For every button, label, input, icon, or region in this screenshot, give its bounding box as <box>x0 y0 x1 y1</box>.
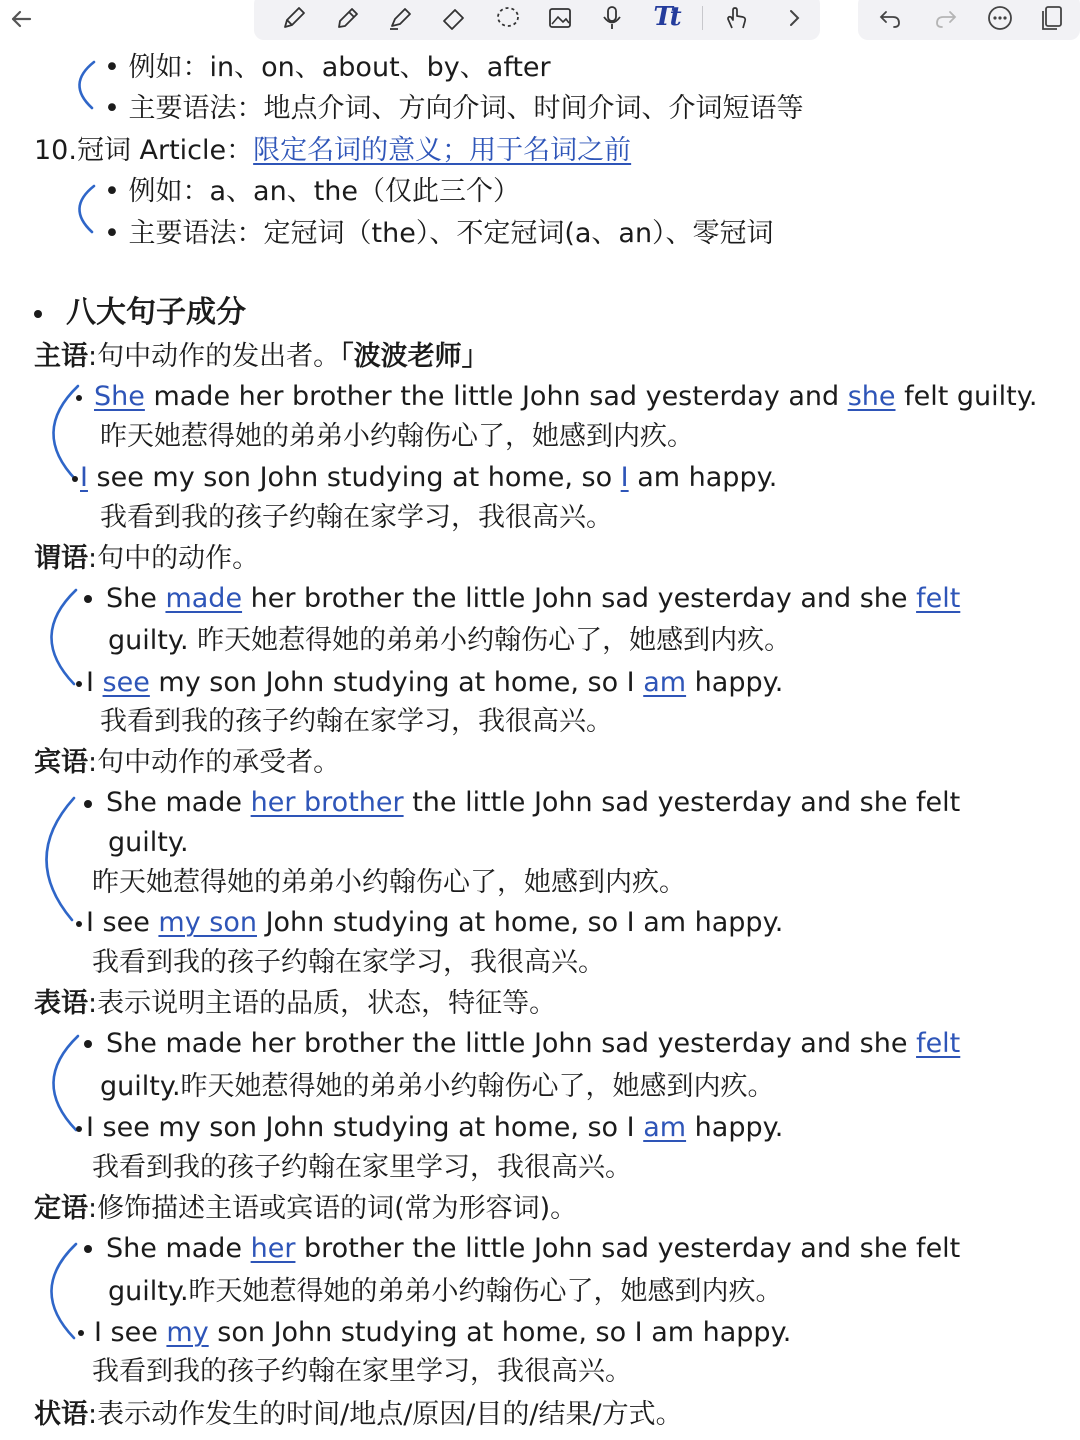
note-line: 昨天她惹得她的弟弟小约翰伤心了，她感到内疚。 <box>92 867 686 898</box>
bullet-dot <box>84 800 92 808</box>
image-icon[interactable] <box>542 0 578 36</box>
note-line: I see my son John studying at home, so I am happy. <box>86 907 784 938</box>
note-line: 10.冠词 Article：限定名词的意义；用于名词之前 <box>34 135 632 166</box>
bracket-mark <box>34 584 84 694</box>
note-line: 宾语:句中动作的承受者。 <box>34 747 341 778</box>
highlighted-text: 限定名词的意义；用于名词之前 <box>253 135 632 166</box>
note-line: I see my son John studying at home, so I am happy. <box>94 1317 792 1348</box>
bracket-mark <box>30 792 82 932</box>
note-line: I see my son John studying at home, so I am happy. <box>80 462 778 493</box>
note-line: 谓语:句中的动作。 <box>34 543 260 574</box>
toolbar-divider <box>702 6 703 30</box>
bullet-dot <box>76 681 82 687</box>
note-line: She made her brother the little John sad yesterday and she felt guilty. <box>94 381 1038 412</box>
chevron-right-icon[interactable] <box>776 0 812 36</box>
bracket-mark <box>34 1238 84 1348</box>
bullet-dot <box>76 921 82 927</box>
more-icon[interactable] <box>982 0 1018 36</box>
pencil-icon[interactable] <box>330 0 366 36</box>
bullet-dot <box>34 310 42 318</box>
highlighter-icon[interactable] <box>382 0 418 36</box>
pages-icon[interactable] <box>1034 0 1070 36</box>
drawing-tools-group <box>254 0 820 40</box>
microphone-icon[interactable] <box>594 0 630 36</box>
note-line: guilty.昨天她惹得她的弟弟小约翰伤心了，她感到内疚。 <box>100 1071 775 1102</box>
eraser-icon[interactable] <box>436 0 472 36</box>
bullet-dot <box>84 595 92 603</box>
note-line: 我看到我的孩子约翰在家里学习，我很高兴。 <box>92 1152 632 1183</box>
note-line: I see my son John studying at home, so I am happy. <box>86 667 784 698</box>
note-line: 主语:句中动作的发出者。「波波老师」 <box>34 341 489 372</box>
bracket-mark <box>62 180 102 240</box>
note-line: 定语:修饰描述主语或宾语的词(常为形容词)。 <box>34 1193 578 1224</box>
note-line: I see my son John studying at home, so I am happy. <box>86 1112 784 1143</box>
top-toolbar <box>0 0 1080 44</box>
text-tool-icon[interactable]: Tt <box>653 2 679 32</box>
bullet-dot <box>84 1040 92 1048</box>
pen-icon[interactable] <box>276 0 312 36</box>
redo-icon[interactable] <box>928 0 964 36</box>
note-line: guilty.昨天她惹得她的弟弟小约翰伤心了，她感到内疚。 <box>108 1276 783 1307</box>
back-icon[interactable] <box>6 4 36 34</box>
bullet-dot <box>78 1330 84 1336</box>
note-line: 表语:表示说明主语的品质，状态，特征等。 <box>34 988 557 1019</box>
note-line: • 例如：in、on、about、by、after <box>104 52 551 83</box>
note-line: • 主要语法：地点介词、方向介词、时间介词、介词短语等 <box>104 93 804 124</box>
note-line: • 主要语法：定冠词（the）、不定冠词(a、an）、零冠词 <box>104 218 774 249</box>
bullet-dot <box>84 1245 92 1253</box>
note-line: • 例如：a、an、the（仅此三个） <box>104 176 521 207</box>
undo-icon[interactable] <box>872 0 908 36</box>
note-line: She made her brother the little John sad yesterday and she felt <box>106 787 961 818</box>
touch-icon[interactable] <box>718 0 754 36</box>
note-line: guilty. 昨天她惹得她的弟弟小约翰伤心了，她感到内疚。 <box>108 625 792 656</box>
note-line: 昨天她惹得她的弟弟小约翰伤心了，她感到内疚。 <box>100 421 694 452</box>
note-line: She made her brother the little John sad yesterday and she felt <box>106 1028 961 1059</box>
bullet-dot <box>76 1126 82 1132</box>
bracket-mark <box>36 1030 86 1140</box>
section-heading: 八大句子成分 <box>66 295 246 330</box>
note-line: 我看到我的孩子约翰在家学习，我很高兴。 <box>100 706 613 737</box>
note-line: 我看到我的孩子约翰在家里学习，我很高兴。 <box>92 1356 632 1387</box>
note-line: guilty. <box>108 827 189 858</box>
bullet-dot <box>72 476 78 482</box>
note-line: 我看到我的孩子约翰在家学习，我很高兴。 <box>100 502 613 533</box>
edit-tools-group <box>858 0 1080 40</box>
note-line: She made her brother the little John sad yesterday and she felt <box>106 1233 961 1264</box>
note-line: She made her brother the little John sad yesterday and she felt <box>106 583 961 614</box>
bracket-mark <box>62 56 102 116</box>
note-line: 状语:表示动作发生的时间/地点/原因/目的/结果/方式。 <box>34 1399 683 1430</box>
bullet-dot <box>76 395 82 401</box>
note-line: 我看到我的孩子约翰在家学习，我很高兴。 <box>92 947 605 978</box>
lasso-icon[interactable] <box>490 0 526 36</box>
